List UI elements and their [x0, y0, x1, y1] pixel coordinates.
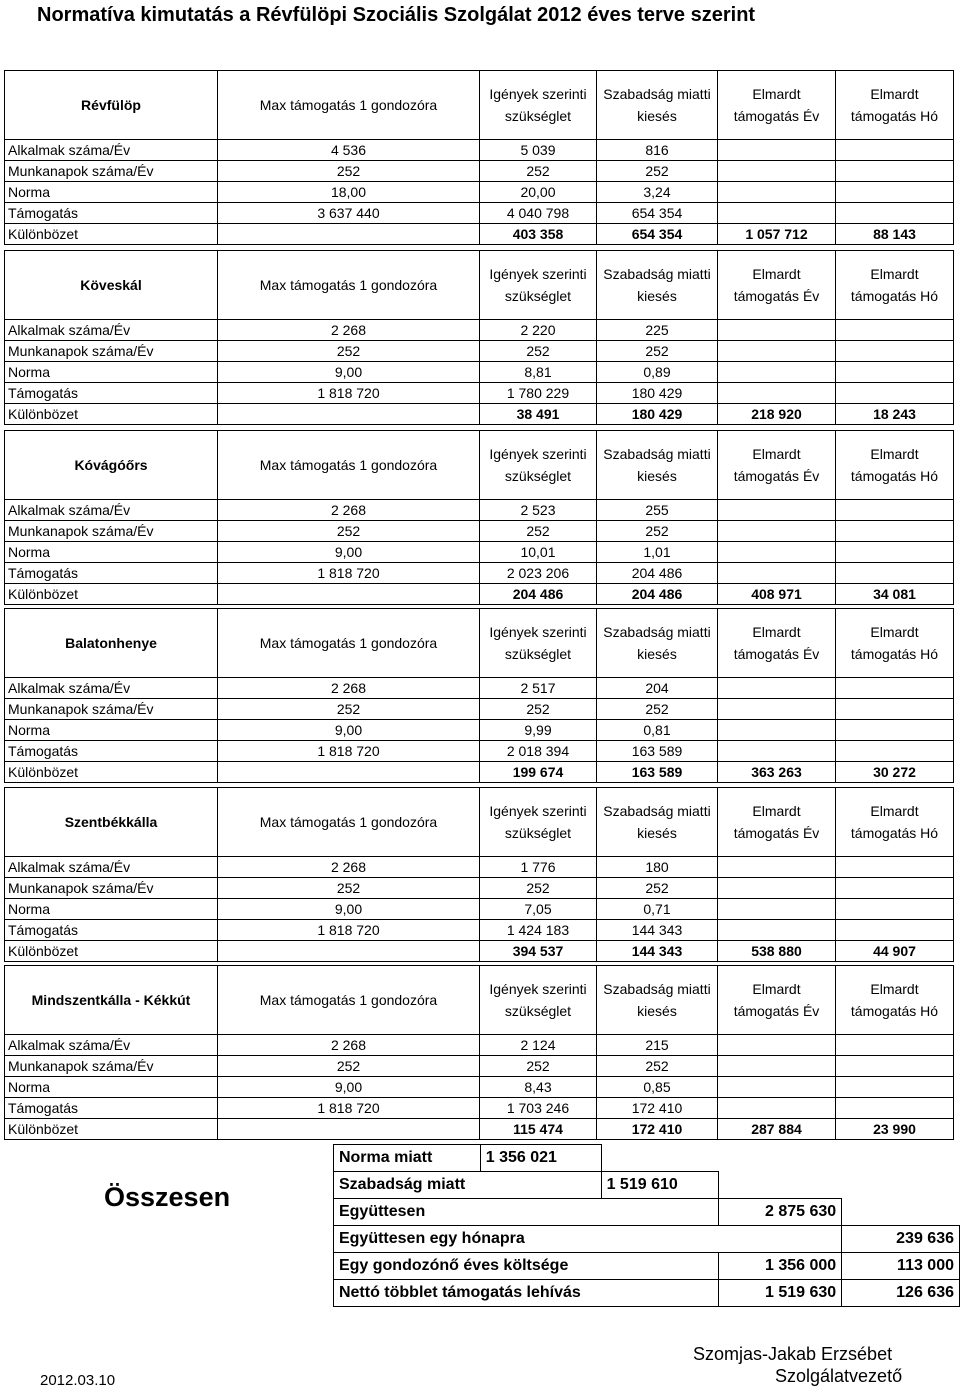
summary-value-cell: 1 356 000	[719, 1253, 842, 1280]
row-label: Munkanapok száma/Év	[5, 878, 218, 899]
value-cell: 144 343	[597, 920, 718, 941]
section-place-name: Köveskál	[5, 251, 218, 320]
empty-cell	[836, 678, 954, 699]
row-label: Munkanapok száma/Év	[5, 521, 218, 542]
value-cell: 10,01	[480, 542, 597, 563]
empty-cell	[836, 1056, 954, 1077]
section-place-name: Mindszentkálla - Kékkút	[5, 966, 218, 1035]
row-label: Támogatás	[5, 203, 218, 224]
value-cell: 252	[218, 699, 480, 720]
value-cell: 654 354	[597, 224, 718, 245]
column-header: Elmardt támogatás Év	[718, 788, 836, 857]
empty-cell	[718, 563, 836, 584]
value-cell: 3 637 440	[218, 203, 480, 224]
value-cell: 204	[597, 678, 718, 699]
row-label: Norma	[5, 720, 218, 741]
summary-value-cell: 2 875 630	[719, 1199, 842, 1226]
value-cell	[218, 941, 480, 962]
summary-row-szabadsag	[4, 1172, 960, 1199]
value-cell: 252	[480, 521, 597, 542]
value-cell: 218 920	[718, 404, 836, 425]
column-header: Elmardt támogatás Év	[718, 431, 836, 500]
value-cell: 180 429	[597, 404, 718, 425]
value-cell: 2 268	[218, 500, 480, 521]
section-place-name: Révfülöp	[5, 71, 218, 140]
row-kulonbozet	[5, 224, 954, 245]
row-munkanapok	[5, 1056, 954, 1077]
row-label: Norma	[5, 899, 218, 920]
empty-cell	[718, 542, 836, 563]
row-label: Munkanapok száma/Év	[5, 161, 218, 182]
empty-cell	[718, 1077, 836, 1098]
column-header: Elmardt támogatás Hó	[836, 431, 954, 500]
row-norma	[5, 362, 954, 383]
section-table	[4, 608, 954, 783]
value-cell: 9,00	[218, 899, 480, 920]
document-date: 2012.03.10	[40, 1372, 116, 1389]
row-label: Munkanapok száma/Év	[5, 341, 218, 362]
empty-cell	[718, 741, 836, 762]
column-header: Igények szerinti szükséglet	[480, 251, 597, 320]
row-label: Különbözet	[5, 224, 218, 245]
row-alkalmak	[5, 140, 954, 161]
row-alkalmak	[5, 678, 954, 699]
value-cell: 1,01	[597, 542, 718, 563]
column-header: Elmardt támogatás Hó	[836, 966, 954, 1035]
value-cell: 252	[218, 341, 480, 362]
section-header-row	[5, 251, 954, 320]
value-cell: 394 537	[480, 941, 597, 962]
empty-cell	[718, 182, 836, 203]
value-cell: 252	[218, 878, 480, 899]
summary-row-egyuttesen	[4, 1199, 960, 1226]
value-cell: 287 884	[718, 1119, 836, 1140]
empty-cell	[836, 500, 954, 521]
column-header: Szabadság miatti kiesés	[597, 966, 718, 1035]
empty-cell	[836, 741, 954, 762]
value-cell: 1 703 246	[480, 1098, 597, 1119]
summary-value-cell: 1 356 021	[480, 1145, 601, 1172]
value-cell: 252	[597, 341, 718, 362]
empty-cell	[836, 720, 954, 741]
section-place-name: Szentbékkálla	[5, 788, 218, 857]
row-label: Norma	[5, 1077, 218, 1098]
value-cell	[218, 584, 480, 605]
value-cell: 255	[597, 500, 718, 521]
column-header: Szabadság miatti kiesés	[597, 251, 718, 320]
column-header: Igények szerinti szükséglet	[480, 609, 597, 678]
empty-cell	[836, 140, 954, 161]
summary-value-cell: 113 000	[842, 1253, 960, 1280]
value-cell: 2 018 394	[480, 741, 597, 762]
value-cell: 163 589	[597, 762, 718, 783]
empty-cell	[718, 720, 836, 741]
value-cell: 9,00	[218, 362, 480, 383]
row-munkanapok	[5, 699, 954, 720]
value-cell: 163 589	[597, 741, 718, 762]
value-cell: 18,00	[218, 182, 480, 203]
empty-cell	[718, 341, 836, 362]
empty-cell	[836, 1098, 954, 1119]
empty-cell	[718, 857, 836, 878]
value-cell: 252	[597, 699, 718, 720]
value-cell: 252	[218, 521, 480, 542]
value-cell: 8,43	[480, 1077, 597, 1098]
signature-title: Szolgálatvezető	[775, 1366, 903, 1386]
column-header: Szabadság miatti kiesés	[597, 71, 718, 140]
empty-cell	[836, 1035, 954, 1056]
row-munkanapok	[5, 161, 954, 182]
row-label: Alkalmak száma/Év	[5, 140, 218, 161]
row-tamogatas	[5, 203, 954, 224]
value-cell: 44 907	[836, 941, 954, 962]
value-cell: 7,05	[480, 899, 597, 920]
row-norma	[5, 1077, 954, 1098]
value-cell: 538 880	[718, 941, 836, 962]
column-header: Igények szerinti szükséglet	[480, 71, 597, 140]
row-label: Alkalmak száma/Év	[5, 500, 218, 521]
row-label: Norma	[5, 362, 218, 383]
row-kulonbozet	[5, 1119, 954, 1140]
value-cell: 252	[480, 341, 597, 362]
empty-cell	[718, 1035, 836, 1056]
empty-cell	[836, 920, 954, 941]
row-label: Különbözet	[5, 762, 218, 783]
empty-cell	[718, 699, 836, 720]
value-cell: 252	[597, 161, 718, 182]
empty-cell	[718, 1056, 836, 1077]
column-header: Elmardt támogatás Év	[718, 251, 836, 320]
value-cell: 9,00	[218, 720, 480, 741]
section-header-row	[5, 609, 954, 678]
column-header: Elmardt támogatás Év	[718, 966, 836, 1035]
value-cell: 1 780 229	[480, 383, 597, 404]
value-cell: 252	[597, 1056, 718, 1077]
empty-cell	[836, 521, 954, 542]
value-cell: 204 486	[480, 584, 597, 605]
row-tamogatas	[5, 563, 954, 584]
row-norma	[5, 720, 954, 741]
empty-cell	[718, 920, 836, 941]
column-header: Igények szerinti szükséglet	[480, 966, 597, 1035]
empty-cell	[718, 203, 836, 224]
empty-cell	[718, 878, 836, 899]
value-cell: 18 243	[836, 404, 954, 425]
empty-cell	[836, 542, 954, 563]
row-label: Támogatás	[5, 920, 218, 941]
row-kulonbozet	[5, 941, 954, 962]
row-label: Támogatás	[5, 383, 218, 404]
section-table	[4, 965, 954, 1140]
value-cell: 9,99	[480, 720, 597, 741]
value-cell: 172 410	[597, 1098, 718, 1119]
row-label: Támogatás	[5, 1098, 218, 1119]
value-cell: 2 268	[218, 320, 480, 341]
row-tamogatas	[5, 920, 954, 941]
value-cell: 204 486	[597, 563, 718, 584]
value-cell: 252	[480, 878, 597, 899]
row-label: Munkanapok száma/Év	[5, 1056, 218, 1077]
row-label: Különbözet	[5, 584, 218, 605]
column-header: Max támogatás 1 gondozóra	[218, 431, 480, 500]
row-label: Norma	[5, 542, 218, 563]
value-cell: 252	[218, 161, 480, 182]
value-cell: 1 818 720	[218, 741, 480, 762]
summary-value-cell: 239 636	[842, 1226, 960, 1253]
empty-cell	[836, 362, 954, 383]
column-header: Elmardt támogatás Hó	[836, 71, 954, 140]
value-cell: 1 818 720	[218, 383, 480, 404]
empty-cell	[718, 320, 836, 341]
row-label: Különbözet	[5, 941, 218, 962]
row-munkanapok	[5, 341, 954, 362]
column-header: Igények szerinti szükséglet	[480, 788, 597, 857]
summary-label-cell: Egy gondozónő éves költsége	[333, 1253, 718, 1280]
section-table	[4, 70, 954, 245]
value-cell: 4 040 798	[480, 203, 597, 224]
value-cell: 30 272	[836, 762, 954, 783]
summary-label-cell: Nettó többlet támogatás lehívás	[333, 1280, 718, 1307]
column-header: Igények szerinti szükséglet	[480, 431, 597, 500]
section-place-name: Kóvágóőrs	[5, 431, 218, 500]
summary-label-cell: Szabadság miatt	[333, 1172, 601, 1199]
section-header-row	[5, 788, 954, 857]
page-title: Normatíva kimutatás a Révfülöpi Szociális Szolgálat 2012 éves terve szerint	[37, 4, 756, 26]
column-header: Szabadság miatti kiesés	[597, 609, 718, 678]
row-tamogatas	[5, 383, 954, 404]
value-cell: 0,81	[597, 720, 718, 741]
row-munkanapok	[5, 878, 954, 899]
value-cell: 0,85	[597, 1077, 718, 1098]
summary-label: Összesen	[104, 1182, 231, 1212]
value-cell: 1 818 720	[218, 563, 480, 584]
value-cell: 2 268	[218, 678, 480, 699]
empty-cell	[836, 563, 954, 584]
value-cell: 199 674	[480, 762, 597, 783]
column-header: Elmardt támogatás Hó	[836, 609, 954, 678]
value-cell: 180 429	[597, 383, 718, 404]
value-cell	[218, 762, 480, 783]
summary-value-cell: 1 519 610	[601, 1172, 719, 1199]
summary-value-cell: 1 519 630	[719, 1280, 842, 1307]
value-cell: 0,71	[597, 899, 718, 920]
value-cell: 144 343	[597, 941, 718, 962]
empty-cell	[836, 899, 954, 920]
summary-value-cell: 126 636	[842, 1280, 960, 1307]
empty-cell	[836, 320, 954, 341]
empty-cell	[836, 182, 954, 203]
value-cell: 252	[597, 878, 718, 899]
value-cell: 816	[597, 140, 718, 161]
row-kulonbozet	[5, 762, 954, 783]
column-header: Max támogatás 1 gondozóra	[218, 609, 480, 678]
section-table	[4, 787, 954, 962]
row-norma	[5, 182, 954, 203]
value-cell: 115 474	[480, 1119, 597, 1140]
row-label: Alkalmak száma/Év	[5, 678, 218, 699]
value-cell: 1 424 183	[480, 920, 597, 941]
value-cell: 654 354	[597, 203, 718, 224]
column-header: Max támogatás 1 gondozóra	[218, 966, 480, 1035]
column-header: Elmardt támogatás Hó	[836, 251, 954, 320]
value-cell: 215	[597, 1035, 718, 1056]
section-header-row	[5, 966, 954, 1035]
value-cell: 403 358	[480, 224, 597, 245]
column-header: Elmardt támogatás Év	[718, 71, 836, 140]
row-label: Alkalmak száma/Év	[5, 857, 218, 878]
value-cell: 9,00	[218, 1077, 480, 1098]
summary-label-cell: Együttesen	[333, 1199, 718, 1226]
empty-cell	[836, 857, 954, 878]
summary-row-gondozo	[4, 1253, 960, 1280]
value-cell: 2 268	[218, 1035, 480, 1056]
empty-cell	[836, 1077, 954, 1098]
empty-cell	[836, 161, 954, 182]
row-tamogatas	[5, 1098, 954, 1119]
section-header-row	[5, 71, 954, 140]
value-cell: 0,89	[597, 362, 718, 383]
row-alkalmak	[5, 500, 954, 521]
value-cell: 252	[597, 521, 718, 542]
value-cell	[218, 404, 480, 425]
column-header: Elmardt támogatás Hó	[836, 788, 954, 857]
empty-cell	[718, 362, 836, 383]
value-cell: 23 990	[836, 1119, 954, 1140]
empty-cell	[718, 521, 836, 542]
summary-row-honapra	[4, 1226, 960, 1253]
value-cell: 1 776	[480, 857, 597, 878]
empty-cell	[718, 899, 836, 920]
summary-label-cell: Együttesen egy hónapra	[333, 1226, 841, 1253]
value-cell: 4 536	[218, 140, 480, 161]
value-cell: 180	[597, 857, 718, 878]
value-cell: 408 971	[718, 584, 836, 605]
empty-cell	[836, 878, 954, 899]
row-label: Norma	[5, 182, 218, 203]
value-cell: 363 263	[718, 762, 836, 783]
summary-row-norma	[4, 1145, 960, 1172]
row-tamogatas	[5, 741, 954, 762]
value-cell: 38 491	[480, 404, 597, 425]
row-label: Munkanapok száma/Év	[5, 699, 218, 720]
value-cell	[218, 1119, 480, 1140]
row-alkalmak	[5, 1035, 954, 1056]
value-cell: 2 268	[218, 857, 480, 878]
section-table	[4, 250, 954, 425]
value-cell: 20,00	[480, 182, 597, 203]
value-cell: 2 517	[480, 678, 597, 699]
empty-cell	[718, 1098, 836, 1119]
row-kulonbozet	[5, 584, 954, 605]
section-place-name: Balatonhenye	[5, 609, 218, 678]
value-cell: 2 523	[480, 500, 597, 521]
row-norma	[5, 899, 954, 920]
empty-cell	[718, 678, 836, 699]
section-header-row	[5, 431, 954, 500]
row-norma	[5, 542, 954, 563]
row-label: Támogatás	[5, 741, 218, 762]
value-cell: 204 486	[597, 584, 718, 605]
value-cell: 2 220	[480, 320, 597, 341]
column-header: Szabadság miatti kiesés	[597, 788, 718, 857]
section-table	[4, 430, 954, 605]
row-alkalmak	[5, 320, 954, 341]
row-alkalmak	[5, 857, 954, 878]
empty-cell	[836, 341, 954, 362]
value-cell: 3,24	[597, 182, 718, 203]
row-kulonbozet	[5, 404, 954, 425]
summary-row-netto	[4, 1280, 960, 1307]
row-label: Különbözet	[5, 404, 218, 425]
row-label: Alkalmak száma/Év	[5, 320, 218, 341]
empty-cell	[718, 140, 836, 161]
value-cell: 2 124	[480, 1035, 597, 1056]
column-header: Max támogatás 1 gondozóra	[218, 71, 480, 140]
value-cell: 5 039	[480, 140, 597, 161]
column-header: Szabadság miatti kiesés	[597, 431, 718, 500]
value-cell: 1 057 712	[718, 224, 836, 245]
empty-cell	[836, 699, 954, 720]
value-cell: 2 023 206	[480, 563, 597, 584]
value-cell: 8,81	[480, 362, 597, 383]
empty-cell	[718, 161, 836, 182]
signature-name: Szomjas-Jakab Erzsébet	[693, 1344, 893, 1364]
value-cell: 88 143	[836, 224, 954, 245]
value-cell: 252	[218, 1056, 480, 1077]
row-label: Alkalmak száma/Év	[5, 1035, 218, 1056]
value-cell: 252	[480, 699, 597, 720]
value-cell: 34 081	[836, 584, 954, 605]
row-label: Támogatás	[5, 563, 218, 584]
value-cell: 1 818 720	[218, 1098, 480, 1119]
row-munkanapok	[5, 521, 954, 542]
value-cell	[218, 224, 480, 245]
value-cell: 1 818 720	[218, 920, 480, 941]
value-cell: 172 410	[597, 1119, 718, 1140]
column-header: Elmardt támogatás Év	[718, 609, 836, 678]
summary-table	[4, 1144, 960, 1307]
value-cell: 252	[480, 1056, 597, 1077]
empty-cell	[836, 383, 954, 404]
value-cell: 9,00	[218, 542, 480, 563]
column-header: Max támogatás 1 gondozóra	[218, 251, 480, 320]
empty-cell	[718, 500, 836, 521]
empty-cell	[718, 383, 836, 404]
value-cell: 252	[480, 161, 597, 182]
value-cell: 225	[597, 320, 718, 341]
row-label: Különbözet	[5, 1119, 218, 1140]
summary-label-cell: Norma miatt	[333, 1145, 480, 1172]
empty-cell	[836, 203, 954, 224]
column-header: Max támogatás 1 gondozóra	[218, 788, 480, 857]
